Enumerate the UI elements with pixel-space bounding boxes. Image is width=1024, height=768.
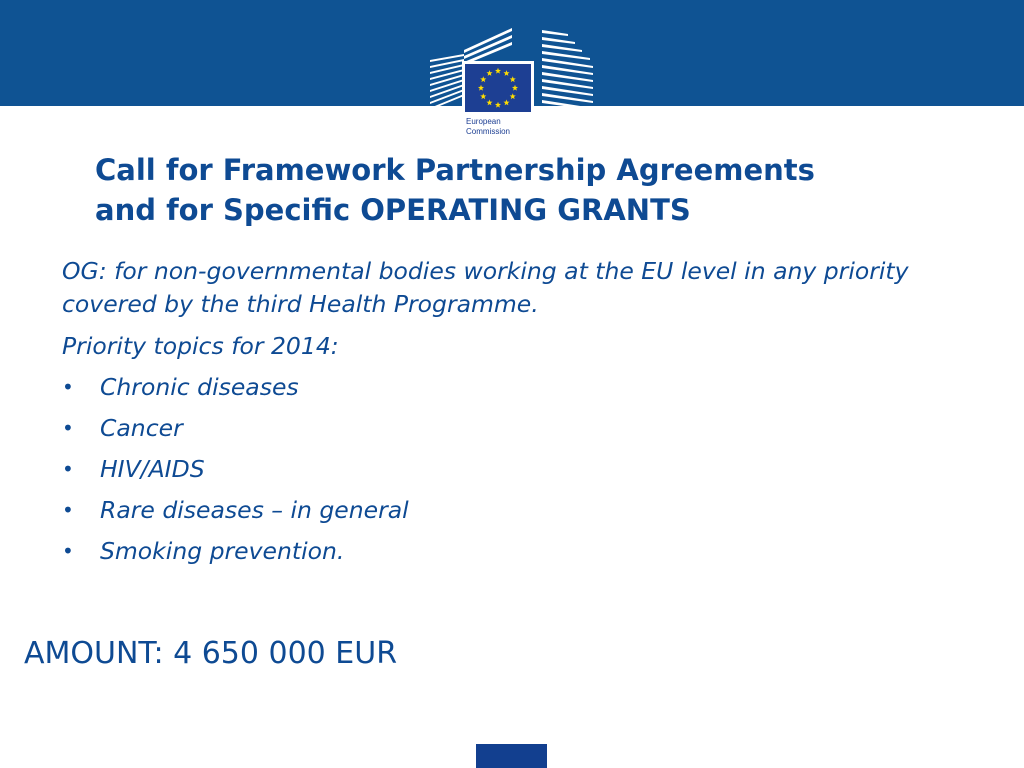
slide-body xyxy=(62,255,1002,576)
topic-label: Rare diseases – in general xyxy=(100,496,409,524)
logo-text-european: European xyxy=(466,117,501,126)
topic-item xyxy=(62,535,1002,568)
topics-heading: Priority topics for 2014: xyxy=(62,332,339,360)
topic-item xyxy=(62,453,1002,486)
topic-label: HIV/AIDS xyxy=(100,455,205,483)
bullet-icon: • xyxy=(62,539,74,563)
topics-list xyxy=(62,371,1002,568)
bullet-icon: • xyxy=(62,416,74,440)
intro-text: OG: for non-governmental bodies working at the EU level in any priority covered by the third Health Programme. xyxy=(62,257,909,318)
topic-label: Chronic diseases xyxy=(100,373,299,401)
topic-item xyxy=(62,371,1002,404)
slide-title-line1: Call for Framework Partnership Agreements xyxy=(95,153,815,187)
footer-flag-icon xyxy=(476,744,547,768)
amount-text: AMOUNT: 4 650 000 EUR xyxy=(24,636,398,671)
slide-title xyxy=(95,150,995,230)
topic-label: Smoking prevention. xyxy=(100,537,345,565)
topic-item xyxy=(62,412,1002,445)
topic-item xyxy=(62,494,1002,527)
ec-logo-graphic xyxy=(430,28,595,143)
topic-label: Cancer xyxy=(100,414,183,442)
logo-text-commission: Commission xyxy=(466,127,511,136)
bullet-icon: • xyxy=(62,457,74,481)
slide-title-line2: and for Specific OPERATING GRANTS xyxy=(95,193,691,227)
bullet-icon: • xyxy=(62,375,74,399)
european-commission-logo xyxy=(430,28,595,143)
bullet-icon: • xyxy=(62,498,74,522)
